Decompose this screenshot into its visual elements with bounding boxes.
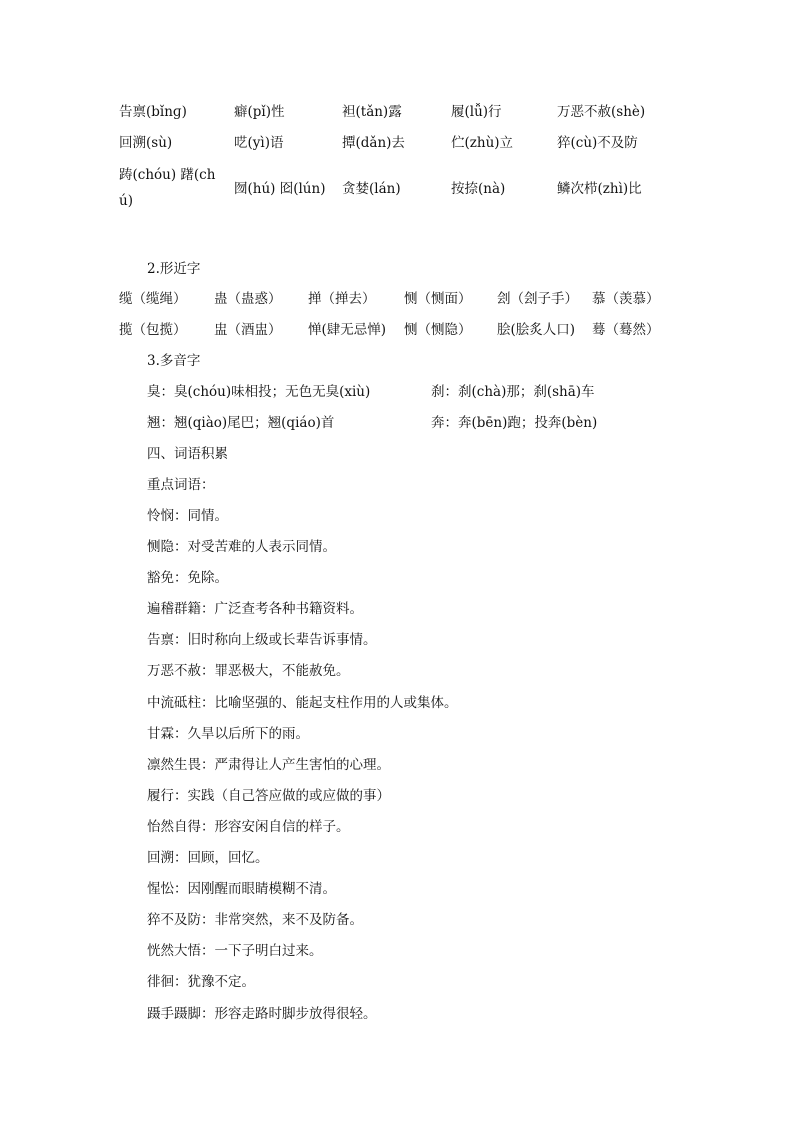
vocab-item: 遍稽群籍：广泛查考各种书籍资料。 — [147, 601, 363, 617]
similar-cell: 惮(肆无忌惮) — [308, 322, 387, 338]
section-heading-polyphone: 3.多音字 — [147, 353, 201, 369]
polyphone-item: 臭：臭(chóu)味相投；无色无臭(xiù) — [147, 384, 371, 400]
polyphone-item: 翘：翘(qiào)尾巴；翘(qiáo)首 — [147, 415, 335, 431]
vocab-item: 凛然生畏：严肃得让人产生害怕的心理。 — [147, 757, 390, 773]
polyphone-item: 奔：奔(bēn)跑；投奔(bèn) — [431, 415, 598, 431]
similar-cell: 盅（酒盅） — [214, 322, 282, 338]
similar-cell: 缆（缆绳） — [119, 291, 187, 307]
vocab-item: 惺忪：因刚醒而眼睛模糊不清。 — [147, 881, 336, 897]
pinyin-cell: 囫(hú) 囵(lún) — [234, 181, 326, 197]
vocab-item: 履行：实践（自己答应做的或应做的事） — [147, 788, 390, 804]
similar-cell: 恻（恻隐） — [404, 322, 472, 338]
pinyin-cell: 呓(yì)语 — [234, 135, 284, 151]
similar-cell: 刽（刽子手） — [497, 291, 578, 307]
pinyin-cell: 伫(zhù)立 — [451, 135, 514, 151]
vocab-item: 中流砥柱：比喻坚强的、能起支柱作用的人或集体。 — [147, 695, 458, 711]
pinyin-cell: 癖(pǐ)性 — [234, 104, 285, 120]
pinyin-cell: 鳞次栉(zhì)比 — [557, 181, 642, 197]
similar-cell: 慕（羡慕） — [592, 291, 660, 307]
pinyin-cell: 按捺(nà) — [451, 181, 506, 197]
pinyin-cell: 撢(dǎn)去 — [342, 135, 405, 151]
vocab-item: 怡然自得：形容安闲自信的样子。 — [147, 819, 350, 835]
similar-cell: 揽（包揽） — [119, 322, 187, 338]
vocab-item: 恍然大悟：一下子明白过来。 — [147, 943, 323, 959]
pinyin-cell: 贪婪(lán) — [342, 181, 401, 197]
vocab-item: 蹑手蹑脚：形容走路时脚步放得很轻。 — [147, 1006, 377, 1022]
key-words-label: 重点词语： — [147, 477, 215, 493]
polyphone-item: 刹：刹(chà)那；刹(shā)车 — [431, 384, 595, 400]
similar-cell: 蛊（蛊惑） — [214, 291, 282, 307]
pinyin-cell: 袒(tǎn)露 — [342, 104, 402, 120]
similar-cell: 恻（恻面） — [404, 291, 472, 307]
vocab-item: 怜悯：同情。 — [147, 508, 228, 524]
pinyin-cell: 回溯(sù) — [119, 135, 173, 151]
pinyin-cell: 踌(chóu) 躇(chú) — [119, 167, 216, 209]
section-heading-similar: 2.形近字 — [147, 261, 201, 277]
vocab-item: 万恶不赦：罪恶极大，不能赦免。 — [147, 663, 350, 679]
vocab-item: 回溯：回顾，回忆。 — [147, 850, 269, 866]
pinyin-cell: 猝(cù)不及防 — [557, 135, 638, 151]
vocab-item: 恻隐：对受苦难的人表示同情。 — [147, 539, 336, 555]
pinyin-cell: 履(lǚ)行 — [451, 104, 502, 120]
similar-cell: 脍(脍炙人口) — [497, 322, 576, 338]
vocab-item: 告禀：旧时称向上级或长辈告诉事情。 — [147, 632, 377, 648]
similar-cell: 蓦（蓦然） — [592, 322, 660, 338]
vocab-item: 猝不及防：非常突然，来不及防备。 — [147, 912, 363, 928]
section-heading-vocabulary: 四、词语积累 — [147, 446, 228, 462]
vocab-item: 徘徊：犹豫不定。 — [147, 974, 255, 990]
pinyin-cell: 告禀(bǐnɡ) — [119, 104, 187, 120]
vocab-item: 豁免：免除。 — [147, 570, 228, 586]
similar-cell: 掸（掸去） — [308, 291, 376, 307]
pinyin-cell: 万恶不赦(shè) — [557, 104, 646, 120]
vocab-item: 甘霖：久旱以后所下的雨。 — [147, 726, 309, 742]
